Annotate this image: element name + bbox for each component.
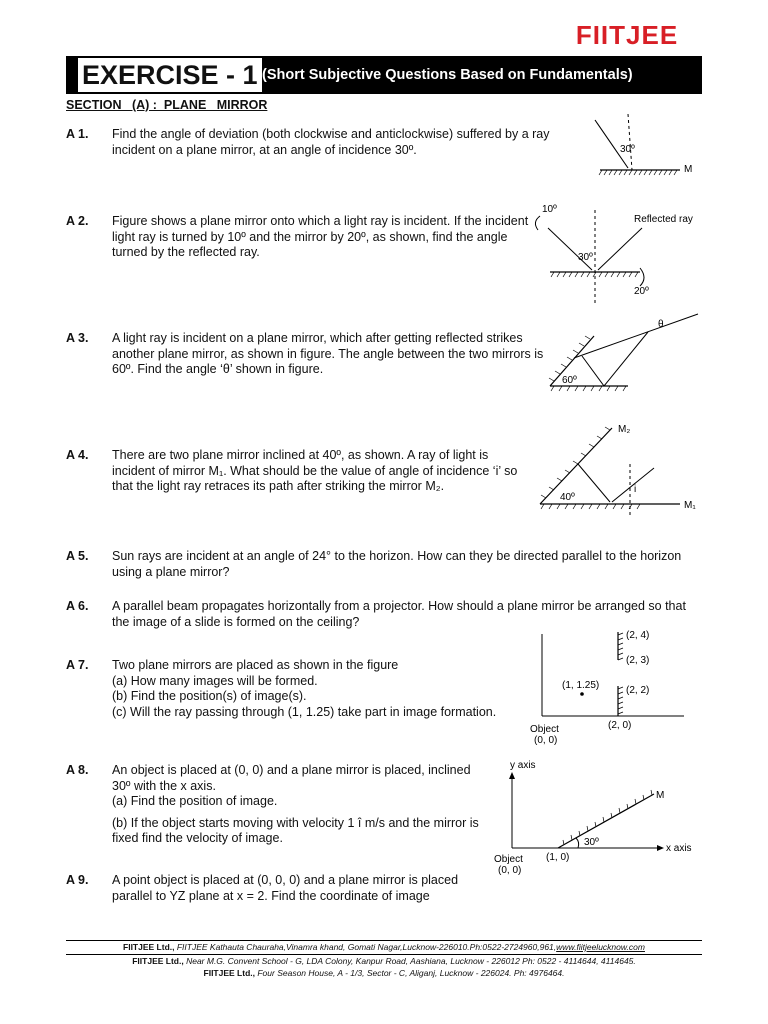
section-title: SECTION (A) : PLANE MIRROR <box>66 98 268 112</box>
question-number: A 2. <box>66 214 89 228</box>
question-a1-text <box>112 127 550 158</box>
footer-address: Four Season House, A - 1/3, Sector - C, Aliganj, Lucknow - 226024. Ph: 4976464. <box>255 968 565 978</box>
question-line: the image of a slide is formed on the ceiling? <box>112 614 360 629</box>
question-line: (a) Find the position of image. <box>112 794 278 808</box>
question-line: that the light ray retraces its path after striking the mirror M₂. <box>112 479 445 493</box>
question-line: parallel to YZ plane at x = 2. Find the coordinate of image <box>112 888 430 903</box>
figure-a2 <box>530 200 710 308</box>
fiitjee-logo <box>552 22 702 48</box>
footer-company: FIITJEE Ltd., <box>132 956 184 966</box>
coord-label: (1, 0) <box>546 852 570 863</box>
question-line: (b) If the object starts moving with velocity 1 î m/s and the mirror is <box>112 815 479 830</box>
question-line: (c) Will the ray passing through (1, 1.25) take part in image formation. <box>112 704 497 719</box>
figure-a1 <box>590 108 710 180</box>
question-line: Figure shows a plane mirror onto which a light ray is incident. If the incident <box>112 214 529 228</box>
question-line: (b) Find the position(s) of image(s). <box>112 689 307 703</box>
question-number: A 3. <box>66 331 89 345</box>
footer-company: FIITJEE Ltd., <box>123 942 175 952</box>
figure-a7 <box>520 626 690 748</box>
angle-label: 60º <box>562 375 577 386</box>
question-line: incident on a plane mirror, at an angle of incidence 30º. <box>112 142 417 157</box>
question-line: 60º. Find the angle ‘θ’ shown in figure. <box>112 362 324 376</box>
question-line: Sun rays are incident at an angle of 24° to the horizon. How can they be directed parallel to the horizon <box>112 549 682 563</box>
exercise-subtitle: (Short Subjective Questions Based on Fundamentals) <box>262 67 633 83</box>
question-line: An object is placed at (0, 0) and a plane mirror is placed, inclined <box>112 763 471 777</box>
point-marker <box>580 692 584 696</box>
coord-label: (2, 2) <box>626 685 650 696</box>
object-label: Object <box>494 854 523 865</box>
question-line: fixed find the velocity of image. <box>112 831 283 845</box>
coord-label: (2, 3) <box>626 655 650 666</box>
question-number: A 8. <box>66 763 89 777</box>
question-number: A 4. <box>66 448 89 462</box>
figure-a8 <box>490 756 700 880</box>
footer-company: FIITJEE Ltd., <box>203 968 255 978</box>
logo-text: FIITJEE <box>575 22 679 48</box>
mirror-hatch <box>563 790 652 845</box>
y-axis-label: y axis <box>510 760 536 771</box>
question-line: (a) How many images will be formed. <box>112 673 318 688</box>
question-number: A 1. <box>66 127 89 141</box>
question-a5-text <box>112 549 704 580</box>
question-a7-text <box>112 658 496 720</box>
theta-label: θ <box>658 319 664 330</box>
question-a4-text <box>112 448 517 495</box>
coord-label: (1, 1.25) <box>562 680 600 691</box>
question-line: A point object is placed at (0, 0, 0) and a plane mirror is placed <box>112 873 459 887</box>
figure-a4 <box>530 420 700 520</box>
question-line: There are two plane mirror inclined at 40º, as shown. A ray of light is <box>112 448 489 462</box>
question-number: A 7. <box>66 658 89 672</box>
question-line: A parallel beam propagates horizontally from a projector. How should a plane mirror be arranged so that <box>112 599 686 613</box>
question-number: A 9. <box>66 873 89 887</box>
reflected-ray-label: Reflected ray <box>634 214 693 225</box>
footer-address: FIITJEE Kathauta Chauraha,Vinamra khand, Gomati Nagar,Lucknow-226010.Ph:0522-2724960,961, <box>174 942 557 952</box>
footer-website-link[interactable]: www.fiitjeelucknow.com <box>556 942 645 952</box>
question-line: incident of mirror M₁. What should be the value of angle of incidence ‘i’ so <box>112 463 518 478</box>
question-line: 30º with the x axis. <box>112 778 216 793</box>
question-line: another plane mirror, as shown in figure. The angle between the two mirrors is <box>112 346 544 361</box>
angle-label: 20º <box>634 286 649 297</box>
footer-line <box>66 955 702 967</box>
angle-label: 30º <box>578 252 593 263</box>
mirror-m2-label: M₂ <box>618 424 631 435</box>
footer <box>66 940 702 979</box>
question-number: A 6. <box>66 599 89 613</box>
arrow-icon <box>657 845 664 851</box>
arrow-icon <box>509 772 515 779</box>
question-line: light ray is turned by 10º and the mirror by 20º, as shown, find the angle <box>112 229 508 244</box>
origin-label: (0, 0) <box>498 865 522 876</box>
question-a3-text <box>112 331 543 378</box>
coord-label: (2, 0) <box>608 720 632 731</box>
footer-address: Near M.G. Convent School - G, LDA Colony, Kanpur Road, Aashiana, Lucknow - 226012 Ph: 0522 - 4114644, 4114645. <box>183 956 636 966</box>
angle-label: 40º <box>560 492 575 503</box>
question-a9-text <box>112 873 458 904</box>
mirror-hatch <box>599 170 677 175</box>
question-line: using a plane mirror? <box>112 564 230 579</box>
x-axis-label: x axis <box>666 843 692 854</box>
question-line: A light ray is incident on a plane mirror, which after getting reflected strikes <box>112 331 523 345</box>
mirror-label: M <box>684 164 693 175</box>
footer-line <box>66 940 702 955</box>
angle-label: 10º <box>542 204 557 215</box>
incidence-label: i <box>634 484 637 495</box>
question-a8-text <box>112 763 479 847</box>
angle-label: 30º <box>620 144 635 155</box>
mirror-m1-label: M₁ <box>684 500 696 511</box>
object-label: Object <box>530 724 559 735</box>
question-line: Find the angle of deviation (both clockwise and anticlockwise) suffered by a ray <box>112 127 550 141</box>
origin-label: (0, 0) <box>534 735 558 746</box>
figure-a3 <box>538 306 708 398</box>
question-a2-text <box>112 214 528 261</box>
mirror-hatch <box>618 633 623 714</box>
footer-line <box>66 967 702 979</box>
angle-label: 30º <box>584 837 599 848</box>
mirror-hatch <box>541 427 640 509</box>
question-line: Two plane mirrors are placed as shown in the figure <box>112 658 399 672</box>
question-number: A 5. <box>66 549 89 563</box>
exercise-title: EXERCISE - 1 <box>78 58 262 92</box>
question-line: turned by the reflected ray. <box>112 245 260 259</box>
coord-label: (2, 4) <box>626 630 650 641</box>
mirror-label: M <box>656 790 665 801</box>
